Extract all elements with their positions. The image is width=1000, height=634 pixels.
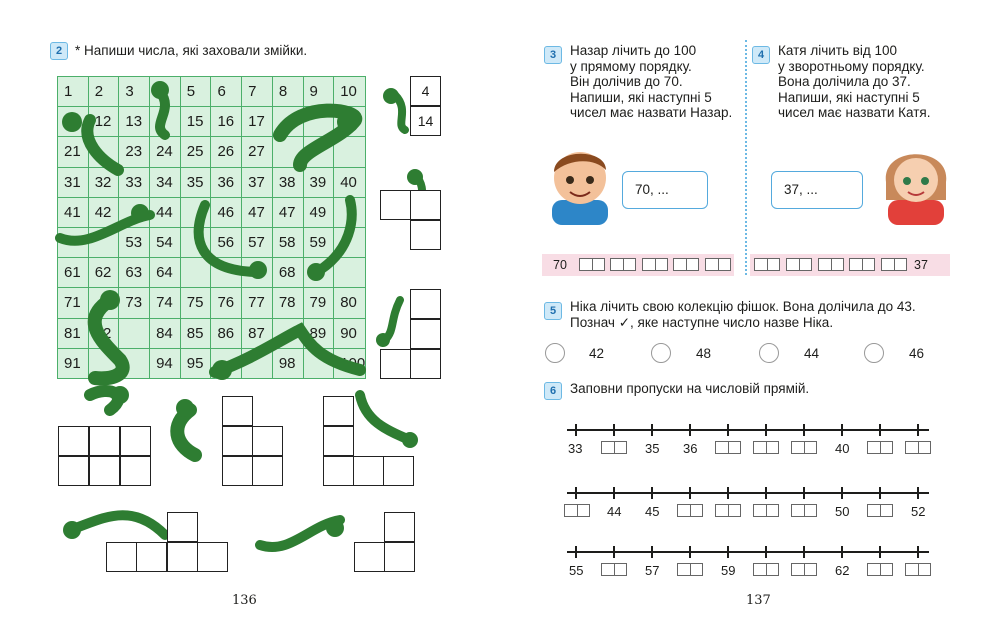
grid-cell: 5 (180, 77, 211, 107)
task3-line: у прямому порядку. (570, 58, 692, 74)
digit-box[interactable] (791, 441, 817, 454)
grid-cell (88, 288, 119, 318)
grid-cell (272, 107, 303, 137)
option-46: 46 (909, 346, 925, 361)
answer-box[interactable] (323, 456, 354, 486)
digit-box[interactable] (705, 258, 731, 271)
grid-cell (150, 77, 181, 107)
grid-cell: 59 (303, 227, 334, 257)
option-44: 44 (804, 346, 820, 361)
line3-label: 62 (835, 563, 850, 578)
answer-box[interactable] (380, 190, 411, 220)
tick (689, 487, 691, 499)
task6-text: Заповни пропуски на числовій прямій. (570, 381, 810, 396)
grid-cell (180, 258, 211, 288)
grid-cell (303, 137, 334, 167)
answer-box[interactable] (58, 426, 89, 456)
task-number-badge: 2 (50, 42, 68, 60)
grid-cell: 100 (334, 348, 366, 378)
task3-line: чисел має назвати Назар. (570, 105, 733, 120)
task4-line: у зворотньому порядку. (778, 58, 925, 74)
tick (765, 487, 767, 499)
option-48: 48 (696, 346, 712, 361)
side-box-14: 14 (410, 106, 441, 136)
grid-cell: 8 (272, 77, 303, 107)
grid-cell: 37 (242, 167, 273, 197)
grid-cell: 58 (272, 227, 303, 257)
answer-box[interactable] (167, 512, 198, 542)
tick (765, 424, 767, 436)
grid-cell: 79 (303, 288, 334, 318)
tick (879, 487, 881, 499)
tick (727, 487, 729, 499)
tick (575, 487, 577, 499)
tick (803, 487, 805, 499)
grid-cell (180, 197, 211, 227)
task5-line: Ніка лічить свою колекцію фішок. Вона долічила до 43. (570, 299, 916, 314)
grid-cell (119, 348, 150, 378)
option-radio-44[interactable] (759, 343, 779, 363)
digit-box[interactable] (601, 563, 627, 576)
answer-box[interactable] (89, 426, 120, 456)
digit-box[interactable] (642, 258, 668, 271)
number-line-2 (567, 492, 929, 494)
grid-cell: 94 (150, 348, 181, 378)
answer-box[interactable] (222, 456, 253, 486)
task-number-badge: 4 (752, 46, 770, 64)
grid-cell (58, 107, 89, 137)
answer-box[interactable] (383, 456, 414, 486)
tick (841, 424, 843, 436)
grid-cell: 61 (58, 258, 89, 288)
task4-line: Катя лічить від 100 (778, 43, 898, 58)
grid-cell: 1 (58, 77, 89, 107)
option-radio-48[interactable] (651, 343, 671, 363)
digit-box[interactable] (881, 258, 907, 271)
grid-cell: 25 (180, 137, 211, 167)
digit-box[interactable] (905, 563, 931, 576)
grid-row (58, 227, 366, 257)
line3-label: 57 (645, 563, 660, 578)
grid-cell: 91 (58, 348, 89, 378)
answer-box[interactable] (410, 289, 441, 319)
line1-label: 36 (683, 441, 698, 456)
grid-cell: 10 (334, 77, 366, 107)
grid-cell: 17 (242, 107, 273, 137)
grid-cell: 75 (180, 288, 211, 318)
grid-cell: 95 (180, 348, 211, 378)
grid-cell: 90 (334, 318, 366, 348)
grid-cell (242, 258, 273, 288)
task4-line: Вона долічила до 37. (778, 74, 911, 89)
grid-cell: 40 (334, 167, 366, 197)
grid-cell (88, 227, 119, 257)
grid-cell: 64 (150, 258, 181, 288)
answer-box[interactable] (222, 396, 253, 426)
digit-box[interactable] (753, 441, 779, 454)
tick (879, 424, 881, 436)
line2-label: 52 (911, 504, 926, 519)
grid-cell: 33 (119, 167, 150, 197)
grid-cell: 47 (272, 197, 303, 227)
tick (613, 487, 615, 499)
hundred-grid (57, 76, 366, 379)
grid-cell (334, 107, 366, 137)
answer-box[interactable] (120, 456, 151, 486)
answer-box[interactable] (89, 456, 120, 486)
digit-box[interactable] (867, 441, 893, 454)
grid-cell: 42 (88, 197, 119, 227)
number-line-1 (567, 429, 929, 431)
line1-label: 33 (568, 441, 583, 456)
grid-cell: 15 (180, 107, 211, 137)
grid-cell: 84 (150, 318, 181, 348)
digit-box[interactable] (867, 504, 893, 517)
grid-cell: 9 (303, 77, 334, 107)
digit-box[interactable] (673, 258, 699, 271)
grid-row (58, 288, 366, 318)
grid-cell: 41 (58, 197, 89, 227)
grid-cell (334, 137, 366, 167)
grid-cell (334, 227, 366, 257)
tick (917, 546, 919, 558)
digit-box[interactable] (753, 563, 779, 576)
answer-box[interactable] (384, 542, 415, 572)
line2-label: 50 (835, 504, 850, 519)
grid-cell: 98 (272, 348, 303, 378)
line1-label: 40 (835, 441, 850, 456)
grid-cell (180, 227, 211, 257)
tick (651, 424, 653, 436)
grid-cell: 71 (58, 288, 89, 318)
girl-illustration (876, 140, 956, 225)
tick (575, 546, 577, 558)
task-number-badge: 5 (544, 302, 562, 320)
answer-box[interactable] (380, 349, 411, 379)
grid-cell: 56 (211, 227, 242, 257)
tick (841, 546, 843, 558)
grid-cell (303, 107, 334, 137)
task3-line: Напиши, які наступні 5 (570, 89, 712, 105)
grid-cell: 80 (334, 288, 366, 318)
answer-box[interactable] (252, 456, 283, 486)
tick (841, 487, 843, 499)
grid-cell: 44 (150, 197, 181, 227)
answer-box[interactable] (252, 426, 283, 456)
task-number-badge: 6 (544, 382, 562, 400)
grid-cell: 74 (150, 288, 181, 318)
boy-illustration (540, 140, 620, 225)
digit-box[interactable] (677, 563, 703, 576)
option-radio-42[interactable] (545, 343, 565, 363)
grid-cell: 63 (119, 258, 150, 288)
tick (765, 546, 767, 558)
digit-box[interactable] (754, 258, 780, 271)
answer-box[interactable] (106, 542, 137, 572)
tick (689, 546, 691, 558)
tick (689, 424, 691, 436)
grid-row (58, 77, 366, 107)
answer-box[interactable] (323, 396, 354, 426)
grid-cell: 49 (303, 197, 334, 227)
line2-label: 45 (645, 504, 660, 519)
grid-cell (242, 348, 273, 378)
grid-cell: 46 (211, 197, 242, 227)
tick (727, 424, 729, 436)
task4-line: чисел має назвати Катя. (778, 105, 931, 120)
grid-row (58, 318, 366, 348)
grid-cell: 31 (58, 167, 89, 197)
grid-cell: 78 (272, 288, 303, 318)
grid-cell: 85 (180, 318, 211, 348)
tick (803, 424, 805, 436)
grid-cell: 32 (88, 167, 119, 197)
grid-row (58, 137, 366, 167)
grid-cell: 6 (211, 77, 242, 107)
grid-cell: 21 (58, 137, 89, 167)
digit-box[interactable] (579, 258, 605, 271)
strip-end-number: 37 (914, 258, 928, 272)
answer-box[interactable] (353, 456, 384, 486)
grid-cell (334, 197, 366, 227)
number-line-3 (567, 551, 929, 553)
digit-box[interactable] (564, 504, 590, 517)
tick (651, 487, 653, 499)
task4-line: Напиши, які наступні 5 (778, 89, 920, 105)
grid-cell: 36 (211, 167, 242, 197)
grid-cell: 35 (180, 167, 211, 197)
tick (803, 546, 805, 558)
side-box-4: 4 (410, 76, 441, 106)
grid-cell (119, 197, 150, 227)
grid-cell: 34 (150, 167, 181, 197)
grid-cell (150, 107, 181, 137)
answer-box[interactable] (167, 542, 198, 572)
digit-box[interactable] (849, 258, 875, 271)
grid-cell: 76 (211, 288, 242, 318)
grid-cell: 38 (272, 167, 303, 197)
grid-cell: 47 (242, 197, 273, 227)
answer-box[interactable] (410, 190, 441, 220)
page-number-left: 136 (232, 593, 257, 608)
digit-box[interactable] (791, 563, 817, 576)
answer-box[interactable] (323, 426, 354, 456)
answer-box[interactable] (354, 542, 385, 572)
answer-box[interactable] (136, 542, 167, 572)
digit-box[interactable] (786, 258, 812, 271)
grid-cell (88, 137, 119, 167)
grid-cell (303, 258, 334, 288)
digit-box[interactable] (715, 441, 741, 454)
grid-cell: 39 (303, 167, 334, 197)
tick (613, 424, 615, 436)
digit-box[interactable] (905, 441, 931, 454)
answer-box[interactable] (120, 426, 151, 456)
grid-cell: 62 (88, 258, 119, 288)
grid-cell (272, 318, 303, 348)
grid-row (58, 197, 366, 227)
grid-cell (303, 348, 334, 378)
grid-cell: 3 (119, 77, 150, 107)
task5-line: Познач ✓, яке наступне число назве Ніка. (570, 314, 834, 330)
task3-line: Він долічив до 70. (570, 74, 683, 89)
tick (727, 546, 729, 558)
grid-cell: 82 (88, 318, 119, 348)
grid-row (58, 167, 366, 197)
grid-cell: 57 (242, 227, 273, 257)
task3-line: Назар лічить до 100 (570, 43, 697, 58)
line3-label: 55 (569, 563, 584, 578)
grid-cell: 16 (211, 107, 242, 137)
grid-cell: 89 (303, 318, 334, 348)
grid-cell: 13 (119, 107, 150, 137)
strip-start-number: 70 (553, 258, 567, 272)
answer-box[interactable] (410, 220, 441, 250)
dotted-divider (745, 40, 747, 275)
grid-cell: 53 (119, 227, 150, 257)
grid-cell (58, 227, 89, 257)
speech-bubble-boy: 70, ... (622, 171, 708, 209)
digit-box[interactable] (610, 258, 636, 271)
digit-box[interactable] (601, 441, 627, 454)
digit-box[interactable] (867, 563, 893, 576)
grid-cell: 77 (242, 288, 273, 318)
task3-text (570, 43, 732, 121)
grid-cell: 54 (150, 227, 181, 257)
digit-box[interactable] (791, 504, 817, 517)
line3-label: 59 (721, 563, 736, 578)
option-42: 42 (589, 346, 605, 361)
task4-text (778, 43, 930, 121)
page-number-right: 137 (746, 593, 771, 608)
answer-box[interactable] (384, 512, 415, 542)
grid-cell: 27 (242, 137, 273, 167)
grid-cell: 81 (58, 318, 89, 348)
grid-cell: 87 (242, 318, 273, 348)
tick (651, 546, 653, 558)
answer-box[interactable] (410, 319, 441, 349)
tick (575, 424, 577, 436)
speech-bubble-girl: 37, ... (771, 171, 863, 209)
line1-label: 35 (645, 441, 660, 456)
grid-cell (88, 348, 119, 378)
task-instruction: * Напиши числа, які заховали змійки. (75, 43, 308, 58)
answer-box[interactable] (197, 542, 228, 572)
grid-cell: 73 (119, 288, 150, 318)
grid-cell: 26 (211, 137, 242, 167)
grid-cell: 86 (211, 318, 242, 348)
tick (917, 487, 919, 499)
line2-label: 44 (607, 504, 622, 519)
grid-cell: 12 (88, 107, 119, 137)
digit-box[interactable] (818, 258, 844, 271)
digit-box[interactable] (753, 504, 779, 517)
grid-cell: 23 (119, 137, 150, 167)
option-radio-46[interactable] (864, 343, 884, 363)
grid-cell (334, 258, 366, 288)
answer-box[interactable] (222, 426, 253, 456)
grid-cell (211, 348, 242, 378)
grid-cell: 7 (242, 77, 273, 107)
grid-cell: 24 (150, 137, 181, 167)
tick (879, 546, 881, 558)
digit-box[interactable] (715, 504, 741, 517)
tick (613, 546, 615, 558)
grid-cell: 2 (88, 77, 119, 107)
answer-box[interactable] (58, 456, 89, 486)
answer-box[interactable] (410, 349, 441, 379)
grid-row (58, 258, 366, 288)
grid-cell (119, 318, 150, 348)
grid-row (58, 348, 366, 378)
digit-box[interactable] (677, 504, 703, 517)
grid-cell (211, 258, 242, 288)
task5-text (570, 299, 916, 330)
tick (917, 424, 919, 436)
grid-cell: 68 (272, 258, 303, 288)
grid-row (58, 107, 366, 137)
task-number-badge: 3 (544, 46, 562, 64)
grid-cell (272, 137, 303, 167)
